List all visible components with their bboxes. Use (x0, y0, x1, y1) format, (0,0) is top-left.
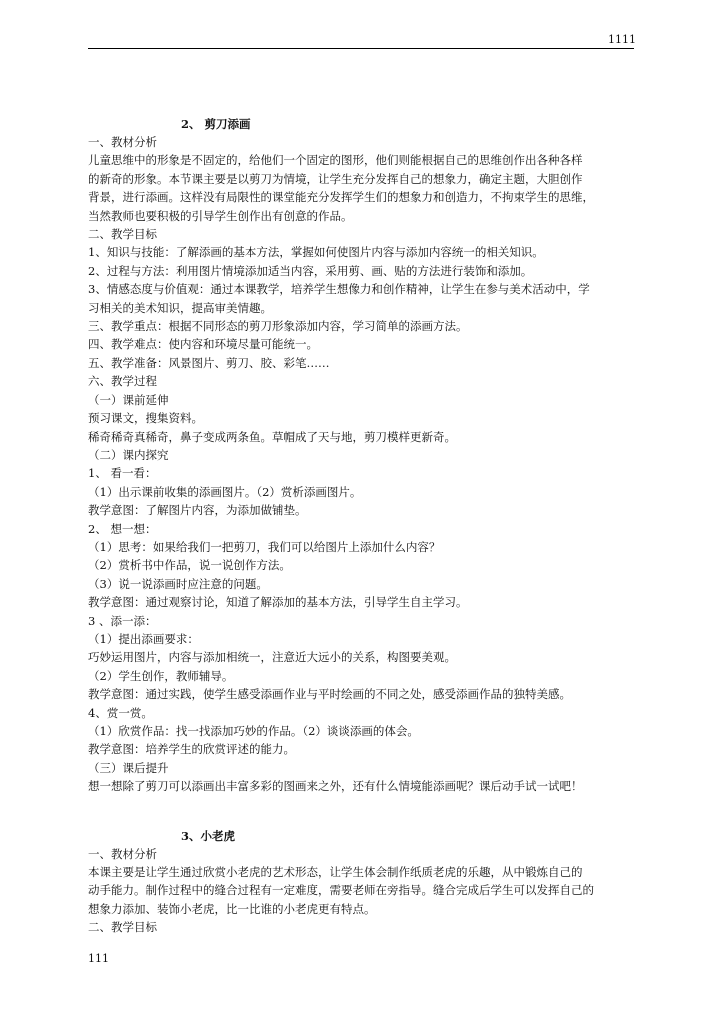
text-line: 六、教学过程 (88, 374, 157, 389)
text-line: 预习课文，搜集资料。 (88, 411, 203, 426)
section-body-scissors-drawing (88, 133, 648, 796)
text-line: （2）学生创作，教师辅导。 (88, 668, 234, 683)
text-line: 背景，进行添画。这样没有局限性的课堂能充分发挥学生们的想象力和创造力，不拘束学生的思维， (88, 190, 594, 205)
text-line: 2、过程与方法：利用图片情境添加适当内容，采用剪、画、贴的方法进行装饰和添加。 (88, 263, 533, 278)
text-line: 想象力添加、装饰小老虎，比一比谁的小老虎更有特点。 (88, 901, 376, 916)
text-line: 的新奇的形象。本节课主要是以剪刀为情境，让学生充分发挥自己的想象力，确定主题，大胆创作 (88, 171, 583, 186)
text-line: 四、教学难点：使内容和环境尽量可能统一。 (88, 337, 318, 352)
document-body (88, 116, 648, 937)
text-line: 一、教材分析 (88, 846, 157, 861)
text-line: 习相关的美术知识，提高审美情趣。 (88, 300, 272, 315)
text-line: （2）赏析书中作品，说一说创作方法。 (88, 558, 291, 573)
text-line: 教学意图：通过实践，使学生感受添画作业与平时绘画的不同之处，感受添画作品的独特美感。 (88, 687, 571, 702)
text-line: 教学意图：通过观察讨论，知道了解添加的基本方法，引导学生自主学习。 (88, 595, 468, 610)
text-line: 稀奇稀奇真稀奇，鼻子变成两条鱼。草帽成了天与地，剪刀模样更新奇。 (88, 429, 456, 444)
text-line: 儿童思维中的形象是不固定的，给他们一个固定的图形，他们则能根据自己的思维创作出各种各样 (88, 153, 583, 168)
footer-page-number: 111 (88, 952, 109, 965)
text-line: 1、 看一看： (88, 466, 157, 481)
text-line: 动手能力。制作过程中的缝合过程有一定难度，需要老师在旁指导。缝合完成后学生可以发挥自己的 (88, 883, 594, 898)
text-line: 2、 想一想： (88, 521, 157, 536)
text-line: 五、教学准备：风景图片、剪刀、胶、彩笔…… (88, 355, 330, 370)
text-line: （1）提出添画要求： (88, 631, 199, 646)
section-body-little-tiger (88, 845, 648, 937)
text-line: （三）课后提升 (88, 760, 169, 775)
text-line: 想一想除了剪刀可以添画出丰富多彩的图画来之外，还有什么情境能添画呢？课后动手试一试吧！ (88, 779, 583, 794)
text-line: 巧妙运用图片，内容与添加相统一，注意近大远小的关系，构图要美观。 (88, 650, 456, 665)
text-line: 4、赏一赏。 (88, 705, 153, 720)
text-line: （1）思考：如果给我们一把剪刀，我们可以给图片上添加什么内容？ (88, 539, 441, 554)
text-line: 教学意图：培养学生的欣赏评述的能力。 (88, 742, 295, 757)
text-line: 教学意图：了解图片内容，为添加做铺垫。 (88, 503, 307, 518)
text-line: 当然教师也要积极的引导学生创作出有创意的作品。 (88, 208, 353, 223)
section-title-little-tiger: 3、小老虎 (181, 828, 236, 843)
header-page-number: 1111 (608, 33, 636, 46)
text-line: （1）出示课前收集的添画图片。（2）赏析添画图片。 (88, 484, 362, 499)
text-line: 1、知识与技能：了解添画的基本方法，掌握如何使图片内容与添加内容统一的相关知识。 (88, 245, 544, 260)
text-line: 三、教学重点：根据不同形态的剪刀形象添加内容，学习简单的添画方法。 (88, 319, 468, 334)
text-line: （3）说一说添画时应注意的问题。 (88, 576, 268, 591)
header-divider (88, 48, 634, 49)
text-line: 3 、添一添： (88, 613, 157, 628)
text-line: （二）课内探究 (88, 447, 169, 462)
text-line: （1）欣赏作品：找一找添加巧妙的作品。（2）谈谈添画的体会。 (88, 724, 419, 738)
text-line: （一）课前延伸 (88, 392, 169, 407)
section-title-scissors-drawing: 2、 剪刀添画 (181, 117, 251, 131)
text-line: 二、教学目标 (88, 227, 157, 242)
text-line: 二、教学目标 (88, 920, 157, 935)
text-line: 本课主要是让学生通过欣赏小老虎的艺术形态，让学生体会制作纸质老虎的乐趣，从中锻炼自己的 (88, 865, 583, 880)
text-line: 一、教材分析 (88, 135, 157, 149)
text-line: 3、情感态度与价值观：通过本课教学，培养学生想像力和创作精神，让学生在参与美术活动中，学 (88, 282, 590, 297)
